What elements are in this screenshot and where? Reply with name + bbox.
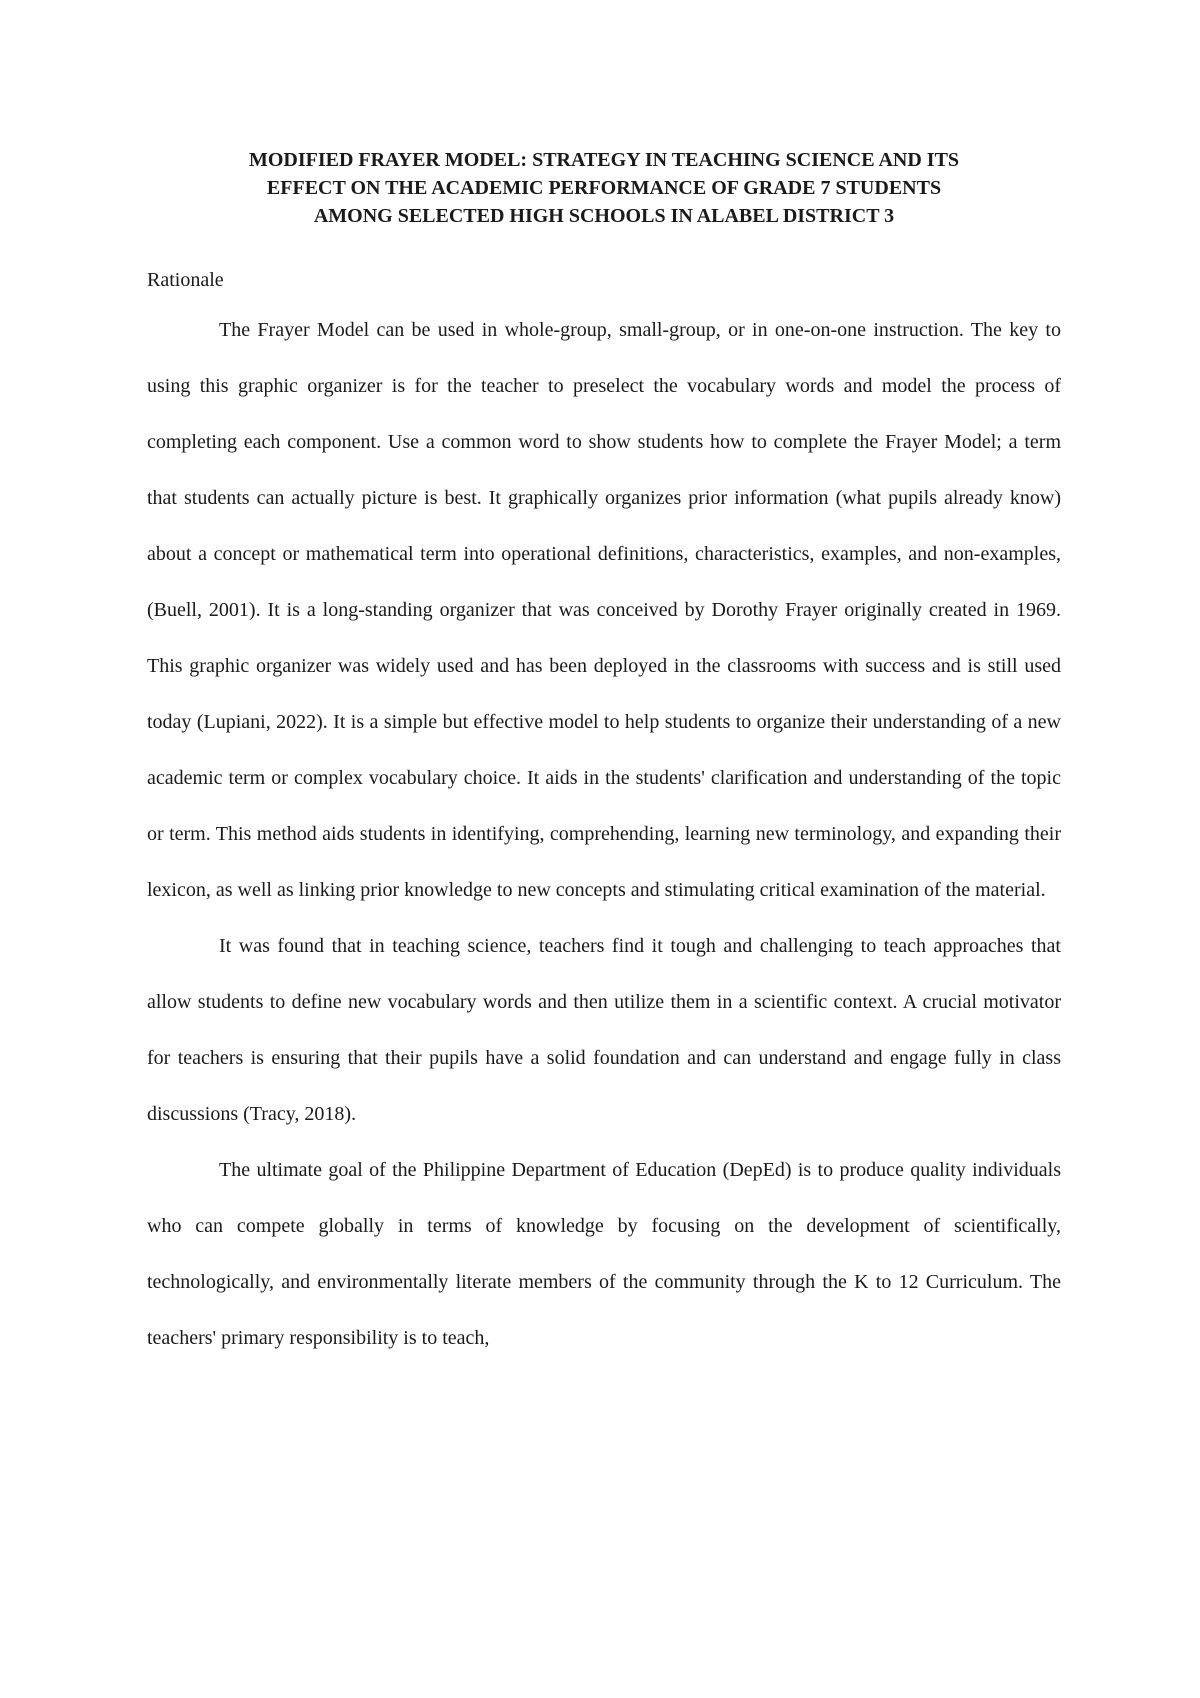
title-line-3: AMONG SELECTED HIGH SCHOOLS IN ALABEL DISTRICT 3 xyxy=(313,205,895,227)
paragraph-2: It was found that in teaching science, teachers find it tough and challenging to teach approaches that allow students to define new vocabulary words and then utilize them in a scientific context. A crucial motivator for teachers is ensuring that their pupils have a solid foundation and can understand and engage fully in class discussions (Tracy, 2018). xyxy=(147,935,1061,1125)
document-title xyxy=(147,146,1061,230)
title-line-2: EFFECT ON THE ACADEMIC PERFORMANCE OF GRADE 7 STUDENTS xyxy=(266,177,942,199)
paragraph-3: The ultimate goal of the Philippine Department of Education (DepEd) is to produce quality individuals who can compete globally in terms of knowledge by focusing on the development of scientifically, technologically, and environmentally literate members of the community through the K to 12 Curriculum. The teachers' primary responsibility is to teach, xyxy=(147,1159,1061,1349)
section-heading-rationale: Rationale xyxy=(147,269,224,291)
paragraph-1: The Frayer Model can be used in whole-group, small-group, or in one-on-one instruction. The key to using this graphic organizer is for the teacher to preselect the vocabulary words and model the process of completing each component. Use a common word to show students how to complete the Frayer Model; a term that students can actually picture is best. It graphically organizes prior information (what pupils already know) about a concept or mathematical term into operational definitions, characteristics, examples, and non-examples, (Buell, 2001). It is a long-standing organizer that was conceived by Dorothy Frayer originally created in 1969. This graphic organizer was widely used and has been deployed in the classrooms with success and is still used today (Lupiani, 2022). It is a simple but effective model to help students to organize their understanding of a new academic term or complex vocabulary choice. It aids in the students' clarification and understanding of the topic or term. This method aids students in identifying, comprehending, learning new terminology, and expanding their lexicon, as well as linking prior knowledge to new concepts and stimulating critical examination of the material. xyxy=(147,319,1061,901)
title-line-1: MODIFIED FRAYER MODEL: STRATEGY IN TEACHING SCIENCE AND ITS xyxy=(248,149,960,171)
document-page xyxy=(147,146,1061,1366)
